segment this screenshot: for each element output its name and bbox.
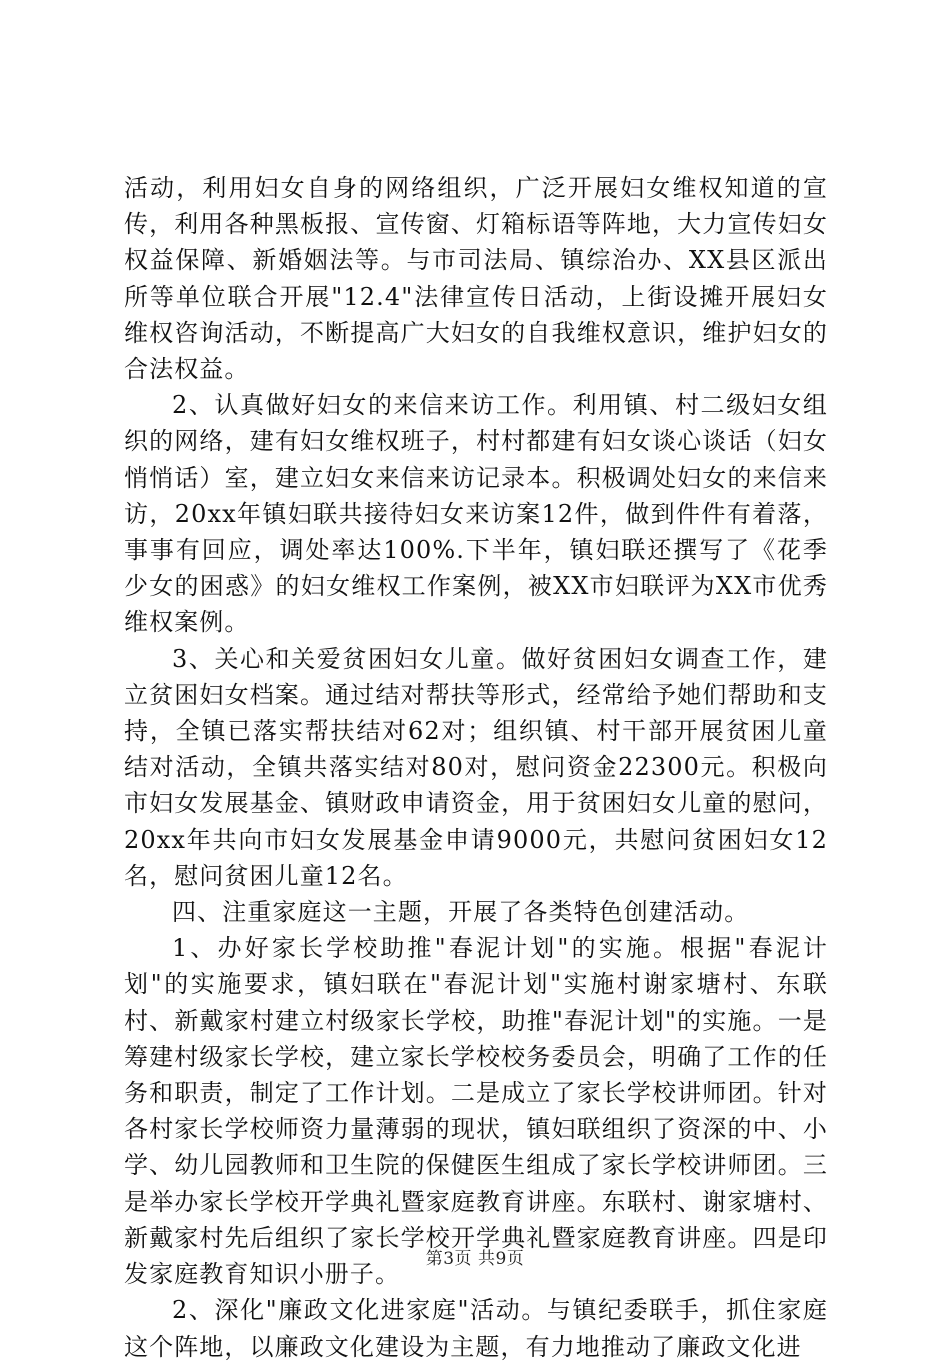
document-body bbox=[124, 170, 828, 1365]
paragraph-item-2: 2、认真做好妇女的来信来访工作。利用镇、村二级妇女组织的网络，建有妇女维权班子，村村都建有妇女谈心谈话（妇女悄悄话）室，建立妇女来信来访记录本。积极调处妇女的来信来访，20xx年镇妇联共接待妇女来访案12件，做到件件有着落，事事有回应，调处率达100%.下半年，镇妇联还撰写了《花季少女的困惑》的妇女维权工作案例，被XX市妇联评为XX市优秀维权案例。 bbox=[124, 391, 828, 637]
paragraph-section4-item-2: 2、深化"廉政文化进家庭"活动。与镇纪委联手，抓住家庭这个阵地，以廉政文化建设为主题，有力地推动了廉政文化进 bbox=[124, 1296, 828, 1361]
section-heading-4: 四、注重家庭这一主题，开展了各类特色创建活动。 bbox=[172, 898, 750, 927]
paragraph-section4-item-1: 1、办好家长学校助推"春泥计划"的实施。根据"春泥计划"的实施要求，镇妇联在"春泥计划"实施村谢家塘村、东联村、新戴家村建立村级家长学校，助推"春泥计划"的实施。一是筹建村级家长学校，建立家长学校校务委员会，明确了工作的任务和职责，制定了工作计划。二是成立了家长学校讲师团。针对各村家长学校师资力量薄弱的现状，镇妇联组织了资深的中、小学、幼儿园教师和卫生院的保健医生组成了家长学校讲师团。三是举办家长学校开学典礼暨家庭教育讲座。东联村、谢家塘村、新戴家村先后组织了家长学校开学典礼暨家庭教育讲座。四是印发家庭教育知识小册子。 bbox=[124, 934, 828, 1289]
paragraph-item-3: 3、关心和关爱贫困妇女儿童。做好贫困妇女调查工作，建立贫困妇女档案。通过结对帮扶等形式，经常给予她们帮助和支持，全镇已落实帮扶结对62对；组织镇、村干部开展贫困儿童结对活动，全镇共落实结对80对，慰问资金22300元。积极向市妇女发展基金、镇财政申请资金，用于贫困妇女儿童的慰问，20xx年共向市妇女发展基金申请9000元，共慰问贫困妇女12名，慰问贫困儿童12名。 bbox=[124, 644, 828, 890]
page-number-footer: 第3页 共9页 bbox=[425, 1249, 525, 1269]
paragraph-continuation: 活动，利用妇女自身的网络组织，广泛开展妇女维权知道的宣传，利用各种黑板报、宣传窗、灯箱标语等阵地，大力宣传妇女权益保障、新婚姻法等。与市司法局、镇综治办、XX县区派出所等单位联合开展"12.4"法律宣传日活动，上街设摊开展妇女维权咨询活动，不断提高广大妇女的自我维权意识，维护妇女的合法权益。 bbox=[124, 174, 828, 384]
